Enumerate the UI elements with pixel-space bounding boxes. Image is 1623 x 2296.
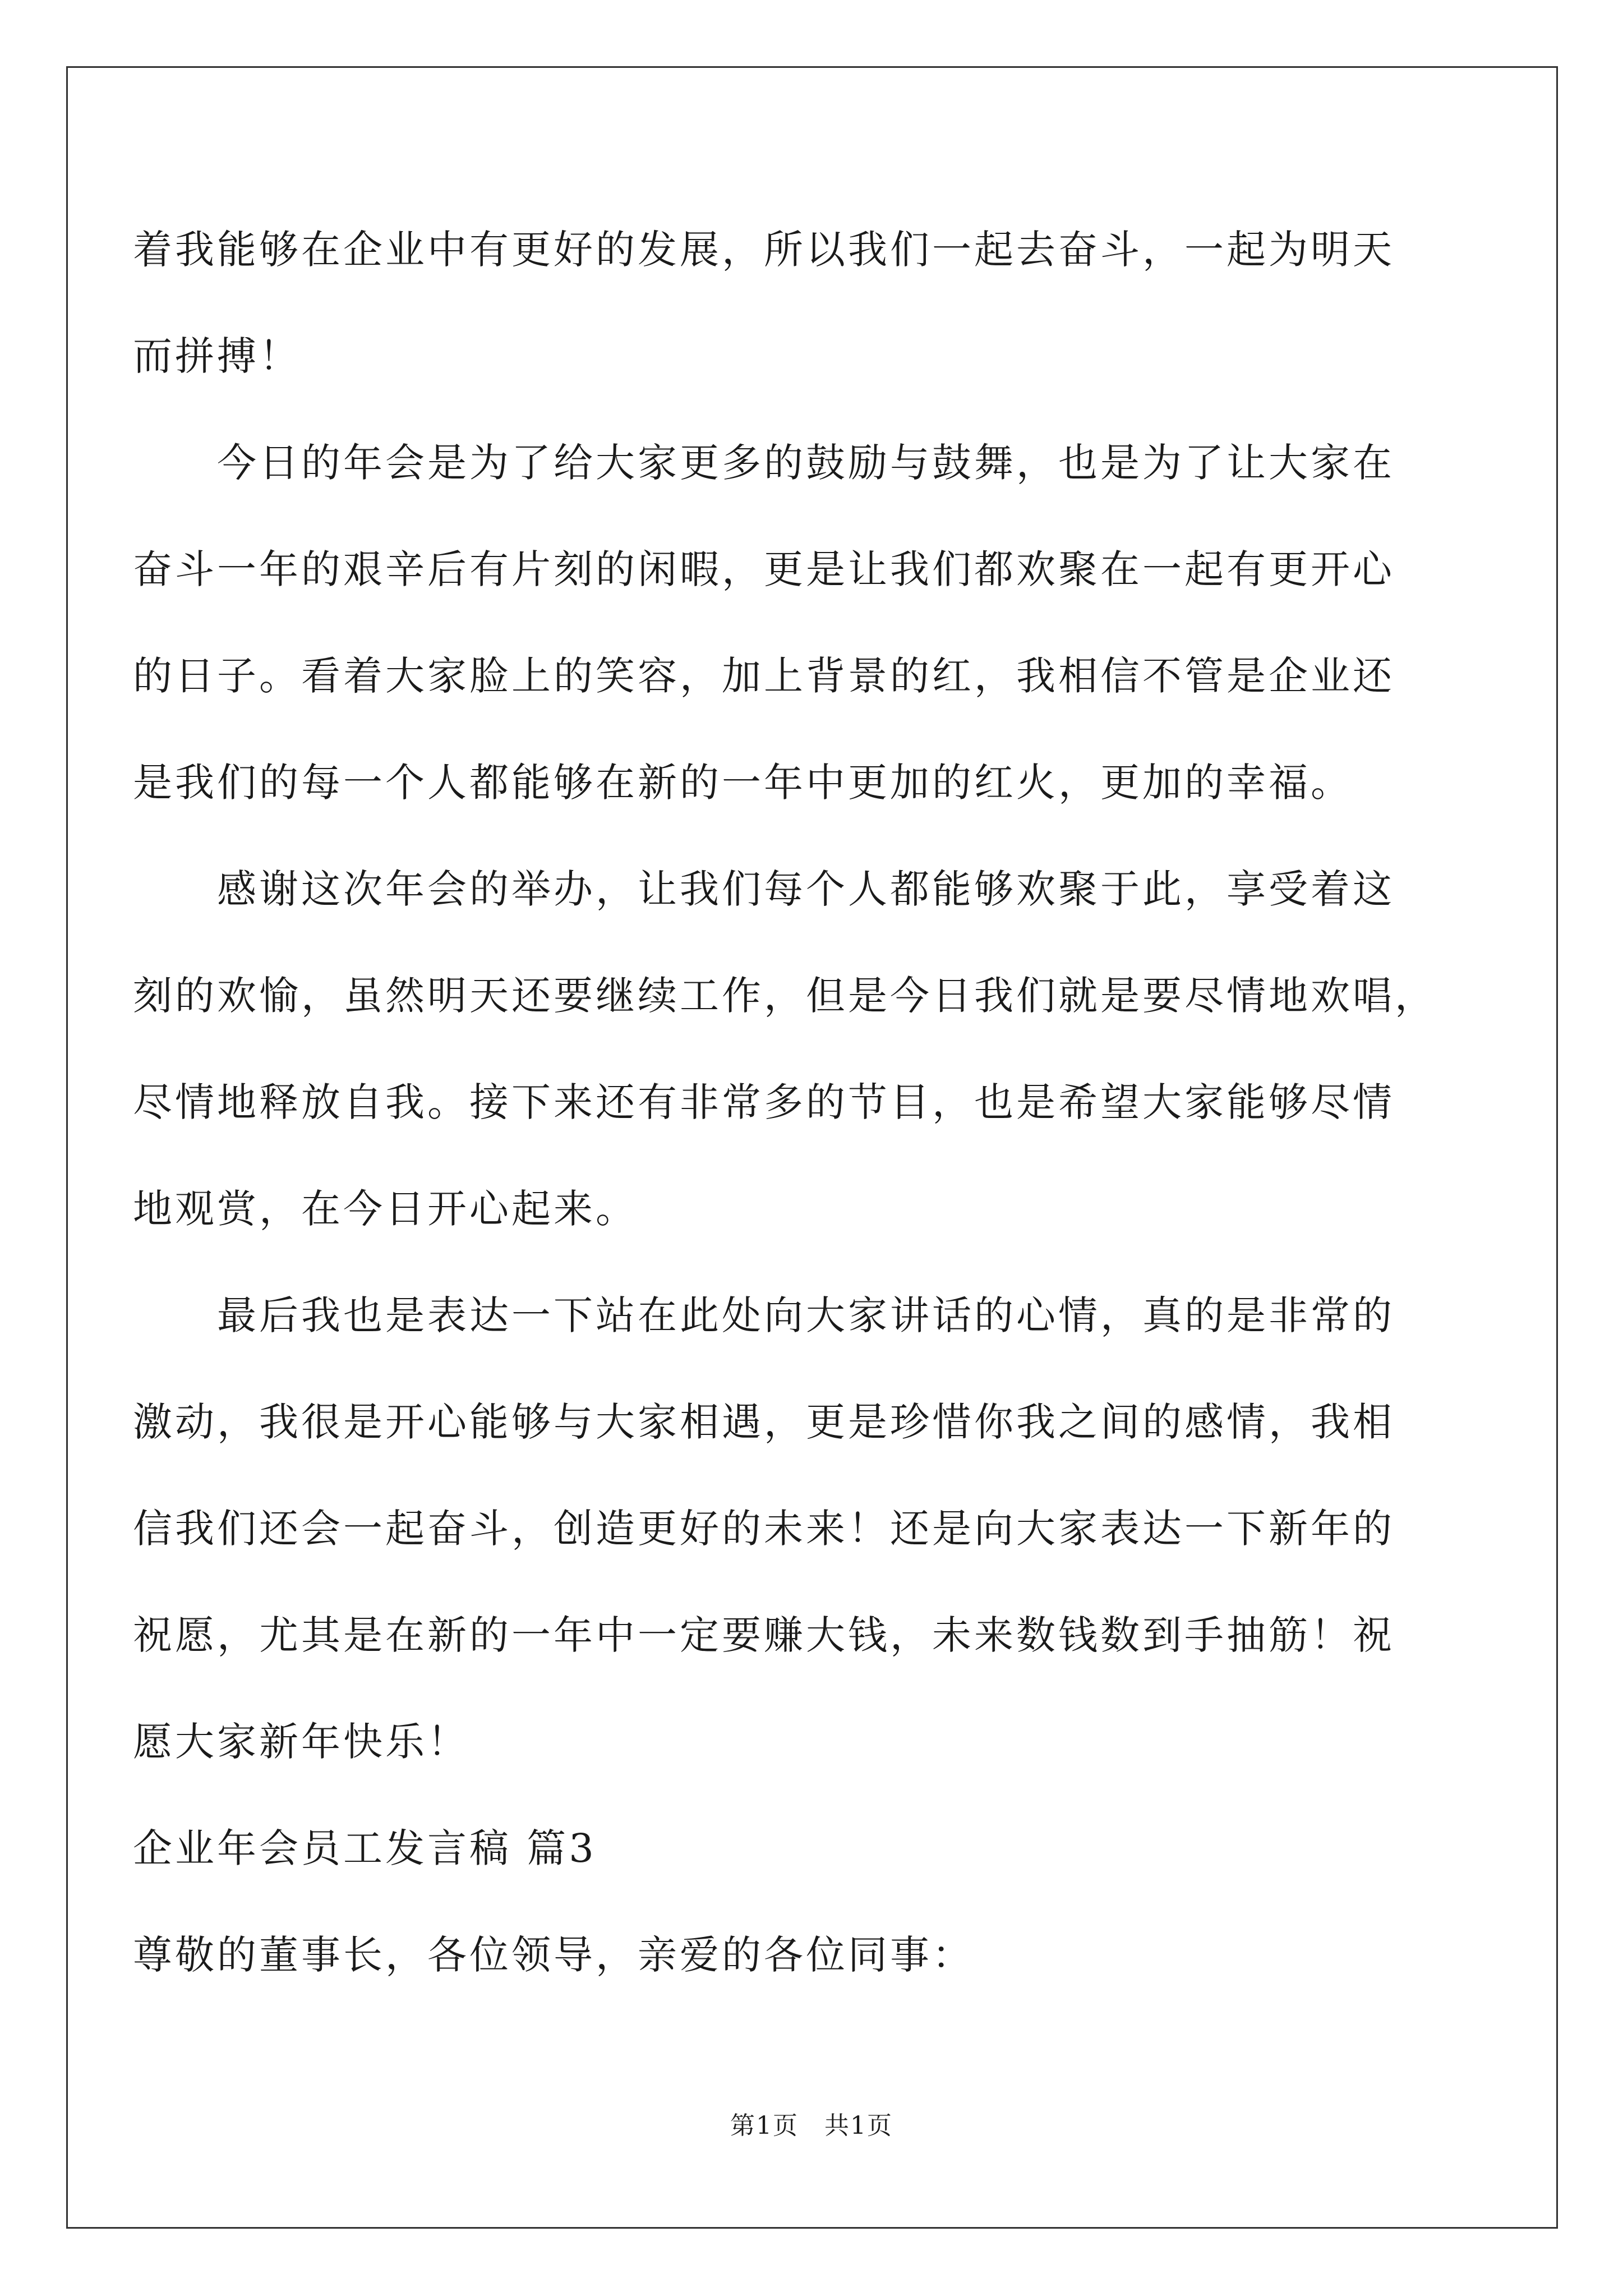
document-body: [133, 216, 1490, 2028]
section-heading: 企业年会员工发言稿 篇3: [133, 1825, 597, 1871]
text-line: 愿大家新年快乐！: [133, 1719, 469, 1765]
salutation-line: 尊敬的董事长，各位领导，亲爱的各位同事：: [133, 1932, 974, 1978]
paragraph-start-line: 感谢这次年会的举办，让我们每个人都能够欢聚于此，享受着这: [217, 866, 1395, 912]
paragraph-start-line: 今日的年会是为了给大家更多的鼓励与鼓舞，也是为了让大家在: [217, 440, 1395, 486]
text-line: 激动，我很是开心能够与大家相遇，更是珍惜你我之间的感情，我相: [133, 1399, 1395, 1445]
text-line: 的日子。看着大家脸上的笑容，加上背景的红，我相信不管是企业还: [133, 653, 1395, 699]
text-line: 刻的欢愉，虽然明天还要继续工作，但是今日我们就是要尽情地欢唱，: [133, 973, 1437, 1019]
text-line: 祝愿，尤其是在新的一年中一定要赚大钱，未来数钱数到手抽筋！祝: [133, 1612, 1395, 1658]
text-line: 着我能够在企业中有更好的发展，所以我们一起去奋斗，一起为明天: [133, 227, 1395, 273]
text-line: 信我们还会一起奋斗，创造更好的未来！还是向大家表达一下新年的: [133, 1506, 1395, 1552]
text-line: 而拼搏！: [133, 333, 301, 379]
text-line: 奋斗一年的艰辛后有片刻的闲暇，更是让我们都欢聚在一起有更开心: [133, 546, 1395, 592]
page-footer: 第1页 共1页: [730, 2111, 893, 2140]
paragraph-start-line: 最后我也是表达一下站在此处向大家讲话的心情，真的是非常的: [217, 1292, 1395, 1338]
text-line: 尽情地释放自我。接下来还有非常多的节目，也是希望大家能够尽情: [133, 1079, 1395, 1125]
text-line: 地观赏，在今日开心起来。: [133, 1186, 638, 1232]
text-line: 是我们的每一个人都能够在新的一年中更加的红火，更加的幸福。: [133, 760, 1353, 806]
